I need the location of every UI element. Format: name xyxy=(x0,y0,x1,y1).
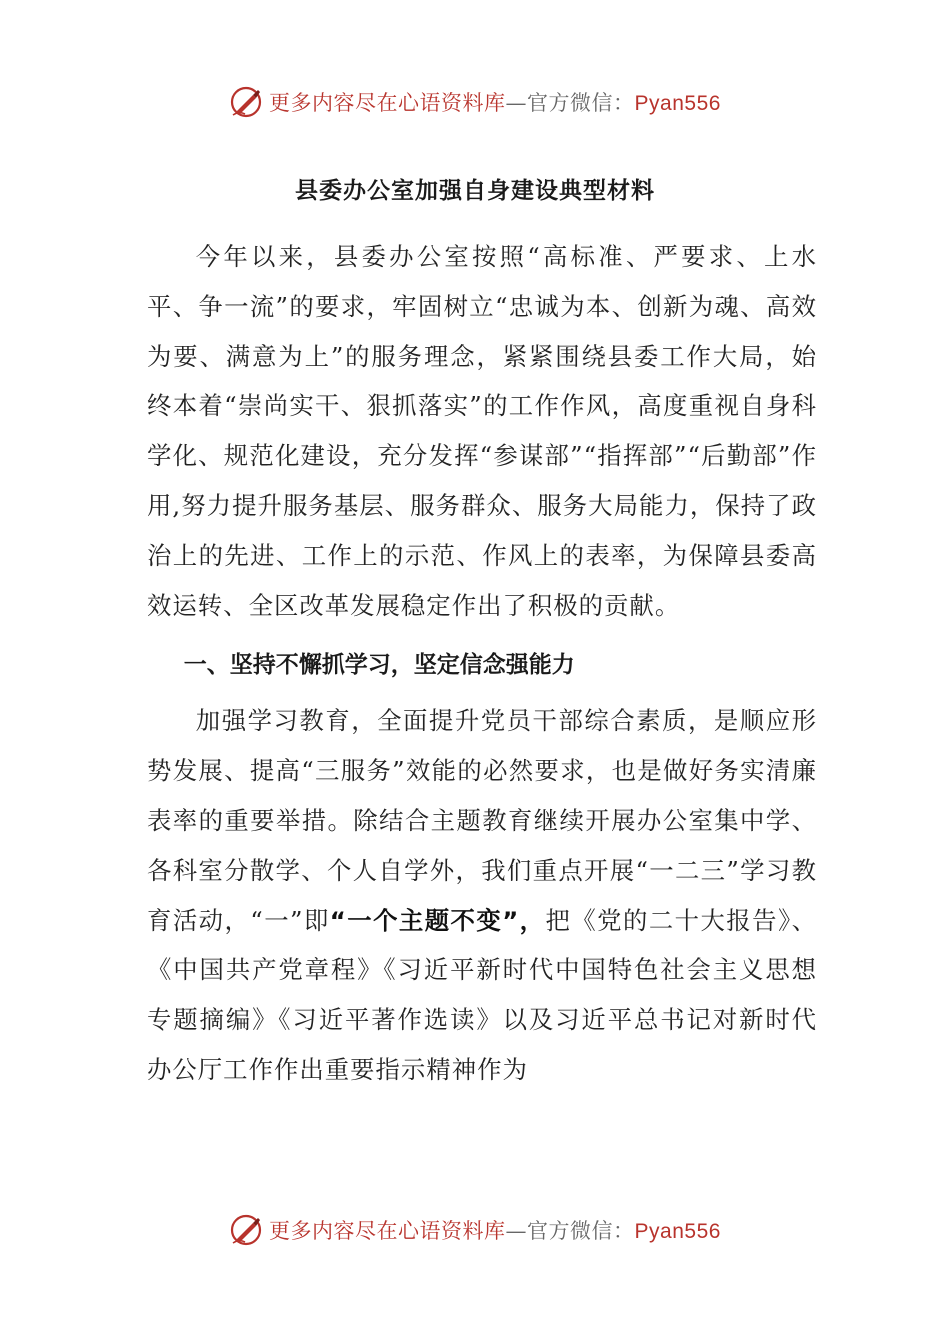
pen-logo-icon xyxy=(229,85,263,119)
section-paragraph xyxy=(147,696,817,1094)
section-heading: 一、坚持不懈抓学习，坚定信念强能力 xyxy=(183,652,575,679)
document-body xyxy=(147,232,817,1095)
banner-wechat-label: 官方微信： xyxy=(527,1219,635,1243)
banner-separator: — xyxy=(505,1219,528,1243)
section-paragraph-text-1: 加强学习教育，全面提升党员干部综合素质，是顺应形势发展、提高“三服务”效能的必然要求，也是做好务实清廉表率的重要举措。除结合主题教育继续开展办公室集中学、各科室分散学、个人自学外，我们重点开展“一二三”学习教育活动，“一”即 xyxy=(147,706,817,935)
banner-wechat-id: Pyan556 xyxy=(634,1220,721,1243)
pen-logo-icon xyxy=(229,1213,263,1247)
banner-brand: 更多内容尽在心语资料库 xyxy=(269,91,506,115)
banner-wechat-label: 官方微信： xyxy=(527,91,635,115)
banner-separator: — xyxy=(505,91,528,115)
intro-paragraph: 今年以来，县委办公室按照“高标准、严要求、上水平、争一流”的要求，牢固树立“忠诚为本、创新为魂、高效为要、满意为上”的服务理念，紧紧围绕县委工作大局，始终本着“崇尚实干、狠抓落实”的工作作风，高度重视自身科学化、规范化建设，充分发挥“参谋部”“指挥部”“后勤部”作用,努力提升服务基层、服务群众、服务大局能力，保持了政治上的先进、工作上的示范、作风上的表率，为保障县委高效运转、全区改革发展稳定作出了积极的贡献。 xyxy=(147,242,817,620)
watermark-banner-bottom xyxy=(0,1210,950,1250)
section-paragraph-text-2: 把《党的二十大报告》、《中国共产党章程》《习近平新时代中国特色社会主义思想专题摘编》《习近平著作选读》以及习近平总书记对新时代办公厅工作作出重要指示精神作为 xyxy=(147,905,817,1084)
watermark-text xyxy=(269,1215,721,1245)
document-title: 县委办公室加强自身建设典型材料 xyxy=(295,178,655,204)
banner-brand: 更多内容尽在心语资料库 xyxy=(269,1219,506,1243)
banner-wechat-id: Pyan556 xyxy=(634,92,721,115)
watermark-text xyxy=(269,87,721,117)
watermark-banner-top xyxy=(0,82,950,122)
section-paragraph-bold: “一个主题不变”， xyxy=(329,905,546,935)
